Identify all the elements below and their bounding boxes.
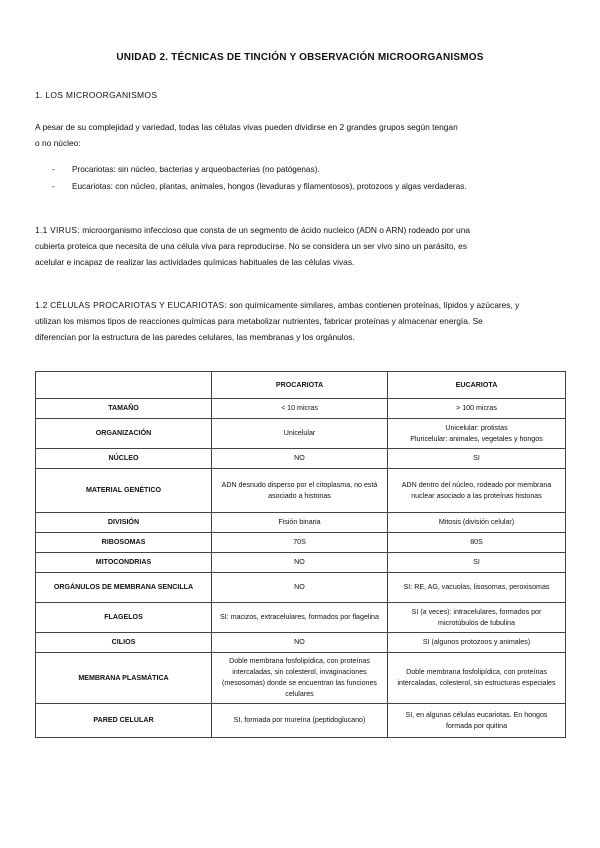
table-row: [36, 399, 566, 419]
document-title: UNIDAD 2. TÉCNICAS DE TINCIÓN Y OBSERVACIÓN MICROORGANISMOS: [116, 52, 484, 63]
eucariota-cell: > 100 micras: [388, 399, 566, 419]
table-row: [36, 653, 566, 704]
intro-paragraph: [35, 119, 570, 151]
row-label: RIBOSOMAS: [36, 533, 212, 553]
cells-line-1: son químicamente similares, ambas contienen proteínas, lípidos y azúcares, y: [227, 300, 520, 310]
cell-type-list: [52, 161, 467, 195]
eucariota-cell: SI: [388, 449, 566, 469]
procariota-cell: ADN desnudo disperso por el citoplasma, no está asociado a histonas: [212, 469, 388, 513]
virus-line-1: microorganismo infeccioso que consta de un segmento de ácido nucleico (ADN o ARN) rodeado por una: [79, 225, 471, 235]
virus-line-3: acelular e incapaz de realizar las actividades químicas habituales de las células vivas.: [35, 257, 355, 267]
cells-label: 1.2 CÉLULAS PROCARIOTAS Y EUCARIOTAS:: [35, 300, 227, 310]
row-label: ORGÁNULOS DE MEMBRANA SENCILLA: [36, 573, 212, 603]
eucariota-cell: SI (algunos protozoos y animales): [388, 633, 566, 653]
virus-line-2: cubierta proteica que necesita de una célula viva para reproducirse. No se considera un ser vivo sino un parásito, es: [35, 241, 468, 251]
row-label: MEMBRANA PLASMÁTICA: [36, 653, 212, 704]
row-label: DIVISIÓN: [36, 513, 212, 533]
table-row: [36, 704, 566, 738]
cells-line-2: utilizan los mismos tipos de reacciones químicas para metabolizar nutrientes, fabricar proteínas y almacenar energía. Se: [35, 316, 483, 326]
eucariota-cell: Mitosis (división celular): [388, 513, 566, 533]
procariota-cell: NO: [212, 633, 388, 653]
row-label: TAMAÑO: [36, 399, 212, 419]
list-item-eucariotas: - Eucariotas: con núcleo, plantas, animales, hongos (levaduras y filamentosos), protozoos y algas verdaderas.: [52, 178, 467, 195]
intro-line-2: o no núcleo:: [35, 138, 81, 148]
list-item-procariotas: - Procariotas: sin núcleo, bacterias y arqueobacterias (no patógenas).: [52, 161, 467, 178]
header-eucariota: EUCARIOTA: [388, 372, 566, 399]
procariota-cell: Doble membrana fosfolipídica, con proteínas intercaladas, sin colesterol, invaginaciones (mesosomas) donde se encuentran las funciones celulares: [212, 653, 388, 704]
table-row: [36, 533, 566, 553]
table-row: [36, 469, 566, 513]
cells-line-3: diferencian por la estructura de las paredes celulares, las membranas y los orgánulos.: [35, 332, 355, 342]
row-label: CILIOS: [36, 633, 212, 653]
eucariota-cell: ADN dentro del núcleo, rodeado por membrana nuclear asociado a las proteínas histonas: [388, 469, 566, 513]
eucariota-cell: SI: [388, 553, 566, 573]
section-1-heading: 1. LOS MICROORGANISMOS: [35, 90, 158, 100]
row-label: ORGANIZACIÓN: [36, 419, 212, 449]
table-row: [36, 633, 566, 653]
eucariota-cell: Unicelular: protistas Pluricelular: animales, vegetales y hongos: [388, 419, 566, 449]
row-label: FLAGELOS: [36, 603, 212, 633]
row-label: NÚCLEO: [36, 449, 212, 469]
comparison-table: [35, 371, 566, 738]
row-label: MATERIAL GENÉTICO: [36, 469, 212, 513]
procariota-cell: Fisión binaria: [212, 513, 388, 533]
eucariota-cell: SI: RE, AG, vacuolas, lisosomas, peroxisomas: [388, 573, 566, 603]
cells-paragraph: [35, 297, 570, 345]
intro-line-1: A pesar de su complejidad y variedad, todas las células vivas pueden dividirse en 2 grandes grupos según tengan: [35, 122, 458, 132]
eucariota-cell: SI (a veces): intracelulares, formados por microtúbulos de tubulina: [388, 603, 566, 633]
procariota-cell: NO: [212, 449, 388, 469]
table-row: [36, 573, 566, 603]
procariota-cell: NO: [212, 553, 388, 573]
table-row: [36, 449, 566, 469]
procariota-cell: NO: [212, 573, 388, 603]
procariota-cell: 70S: [212, 533, 388, 553]
eucariota-cell: Doble membrana fosfolipídica, con proteínas intercaladas, colesterol, sin estructuras especiales: [388, 653, 566, 704]
table-row: [36, 419, 566, 449]
row-label: MITOCONDRIAS: [36, 553, 212, 573]
eucariota-cell: SI, en algunas células eucariotas. En hongos formada por quitina: [388, 704, 566, 738]
header-empty: [36, 372, 212, 399]
table-row: [36, 603, 566, 633]
virus-label: 1.1 VIRUS:: [35, 225, 80, 235]
table-row: [36, 513, 566, 533]
procariota-cell: SI: macizos, extracelulares, formados por flagelina: [212, 603, 388, 633]
procariota-cell: < 10 micras: [212, 399, 388, 419]
virus-paragraph: [35, 222, 570, 270]
eucariota-cell: 80S: [388, 533, 566, 553]
table-row: [36, 553, 566, 573]
procariota-cell: Unicelular: [212, 419, 388, 449]
header-procariota: PROCARIOTA: [212, 372, 388, 399]
procariota-cell: SI, formada por mureína (peptidoglucano): [212, 704, 388, 738]
table-header-row: [36, 372, 566, 399]
row-label: PARED CELULAR: [36, 704, 212, 738]
